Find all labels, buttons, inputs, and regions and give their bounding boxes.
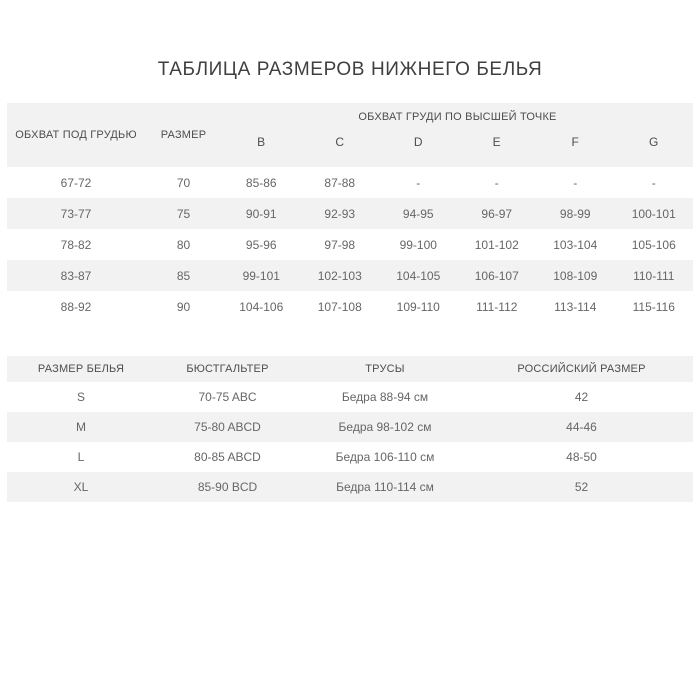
letter-size-cell: S	[76, 390, 85, 404]
underbust-column-header: ОБХВАТ ПОД ГРУДЬЮ	[7, 103, 145, 167]
bra-cell: 85-90 BCD	[155, 472, 300, 502]
cup-cell: 90-91	[222, 198, 301, 229]
table-row	[7, 412, 693, 442]
table-row	[7, 260, 693, 291]
underbust-cell: 78-82	[60, 237, 92, 252]
cup-cell: 104-105	[379, 260, 458, 291]
size-cell: 90	[176, 299, 191, 314]
cup-cell: 102-103	[301, 260, 380, 291]
letter-size-table-body	[7, 382, 693, 502]
panties-cell: Бедра 110-114 см	[300, 472, 470, 502]
table-row	[7, 198, 693, 229]
cup-header-g: G	[615, 131, 694, 167]
cup-cell: 115-116	[632, 299, 675, 314]
cup-cell: 97-98	[324, 237, 356, 252]
russian-size-cell: 44-46	[470, 412, 693, 442]
table-row	[7, 167, 693, 198]
letter-size-table-header	[7, 356, 693, 382]
underbust-cell: 83-87	[7, 260, 145, 291]
underbust-cell: 73-77	[7, 198, 145, 229]
cup-cell: -	[494, 175, 499, 190]
size-cell: 75	[145, 198, 222, 229]
letter-size-table	[7, 356, 693, 502]
cup-header-f: F	[536, 131, 615, 167]
panties-column-header: ТРУСЫ	[300, 356, 470, 382]
cup-cell: 100-101	[615, 198, 694, 229]
cup-cell: 95-96	[245, 237, 277, 252]
underbust-cell: 67-72	[60, 175, 92, 190]
russian-size-column-header: РОССИЙСКИЙ РАЗМЕР	[470, 356, 693, 382]
panties-cell: Бедра 88-94 см	[341, 390, 429, 404]
page-title: ТАБЛИЦА РАЗМЕРОВ НИЖНЕГО БЕЛЬЯ	[157, 59, 543, 80]
header-row	[7, 356, 693, 382]
table-row	[7, 291, 693, 322]
cup-cell: 106-107	[458, 260, 537, 291]
cup-cell: 99-101	[222, 260, 301, 291]
bust-size-table-header	[7, 103, 693, 167]
cup-cell: 98-99	[536, 198, 615, 229]
table-row	[7, 442, 693, 472]
table-row	[7, 472, 693, 502]
header-row-group	[7, 103, 693, 131]
table-row	[7, 229, 693, 260]
panties-cell: Бедра 98-102 см	[300, 412, 470, 442]
size-column-header: РАЗМЕР	[145, 103, 222, 167]
cup-cell: 109-110	[396, 299, 440, 314]
bra-cell: 80-85 ABCD	[194, 450, 261, 464]
cup-header-c: C	[301, 131, 380, 167]
cup-cell: 85-86	[245, 175, 277, 190]
russian-size-cell: 48-50	[566, 450, 597, 464]
cup-cell: 104-106	[239, 299, 284, 314]
cup-cell: 113-114	[554, 299, 597, 314]
size-cell: 70	[176, 175, 191, 190]
bust-size-table-body	[7, 167, 693, 322]
cup-cell: 107-108	[317, 299, 362, 314]
cup-cell: -	[651, 175, 656, 190]
underbust-cell: 88-92	[60, 299, 92, 314]
cup-cell: 96-97	[458, 198, 537, 229]
cup-cell: -	[416, 175, 421, 190]
bra-column-header: БЮСТГАЛЬТЕР	[155, 356, 300, 382]
bust-size-table	[7, 103, 693, 322]
cup-cell: 94-95	[379, 198, 458, 229]
bust-group-header: ОБХВАТ ГРУДИ ПО ВЫСШЕЙ ТОЧКЕ	[222, 103, 693, 131]
russian-size-cell: 52	[470, 472, 693, 502]
table-row	[7, 382, 693, 412]
cup-header-b: B	[222, 131, 301, 167]
bra-cell: 75-80 ABCD	[155, 412, 300, 442]
cup-cell: 108-109	[536, 260, 615, 291]
cup-cell: 105-106	[631, 237, 676, 252]
size-cell: 85	[145, 260, 222, 291]
letter-size-cell: M	[7, 412, 155, 442]
cup-cell: 87-88	[324, 175, 356, 190]
cup-header-e: E	[458, 131, 537, 167]
letter-size-cell: L	[77, 450, 85, 464]
letter-size-cell: XL	[7, 472, 155, 502]
letter-size-column-header: РАЗМЕР БЕЛЬЯ	[7, 356, 155, 382]
bra-cell: 70-75 ABC	[198, 390, 257, 404]
cup-cell: 110-111	[615, 260, 694, 291]
cup-cell: 99-100	[399, 237, 437, 252]
cup-header-d: D	[379, 131, 458, 167]
size-cell: 80	[176, 237, 191, 252]
cup-cell: 92-93	[301, 198, 380, 229]
cup-cell: 101-102	[474, 237, 519, 252]
russian-size-cell: 42	[574, 390, 589, 404]
cup-cell: 103-104	[553, 237, 598, 252]
cup-cell: 111-112	[476, 299, 518, 314]
cup-cell: -	[573, 175, 578, 190]
panties-cell: Бедра 106-110 см	[335, 450, 435, 464]
